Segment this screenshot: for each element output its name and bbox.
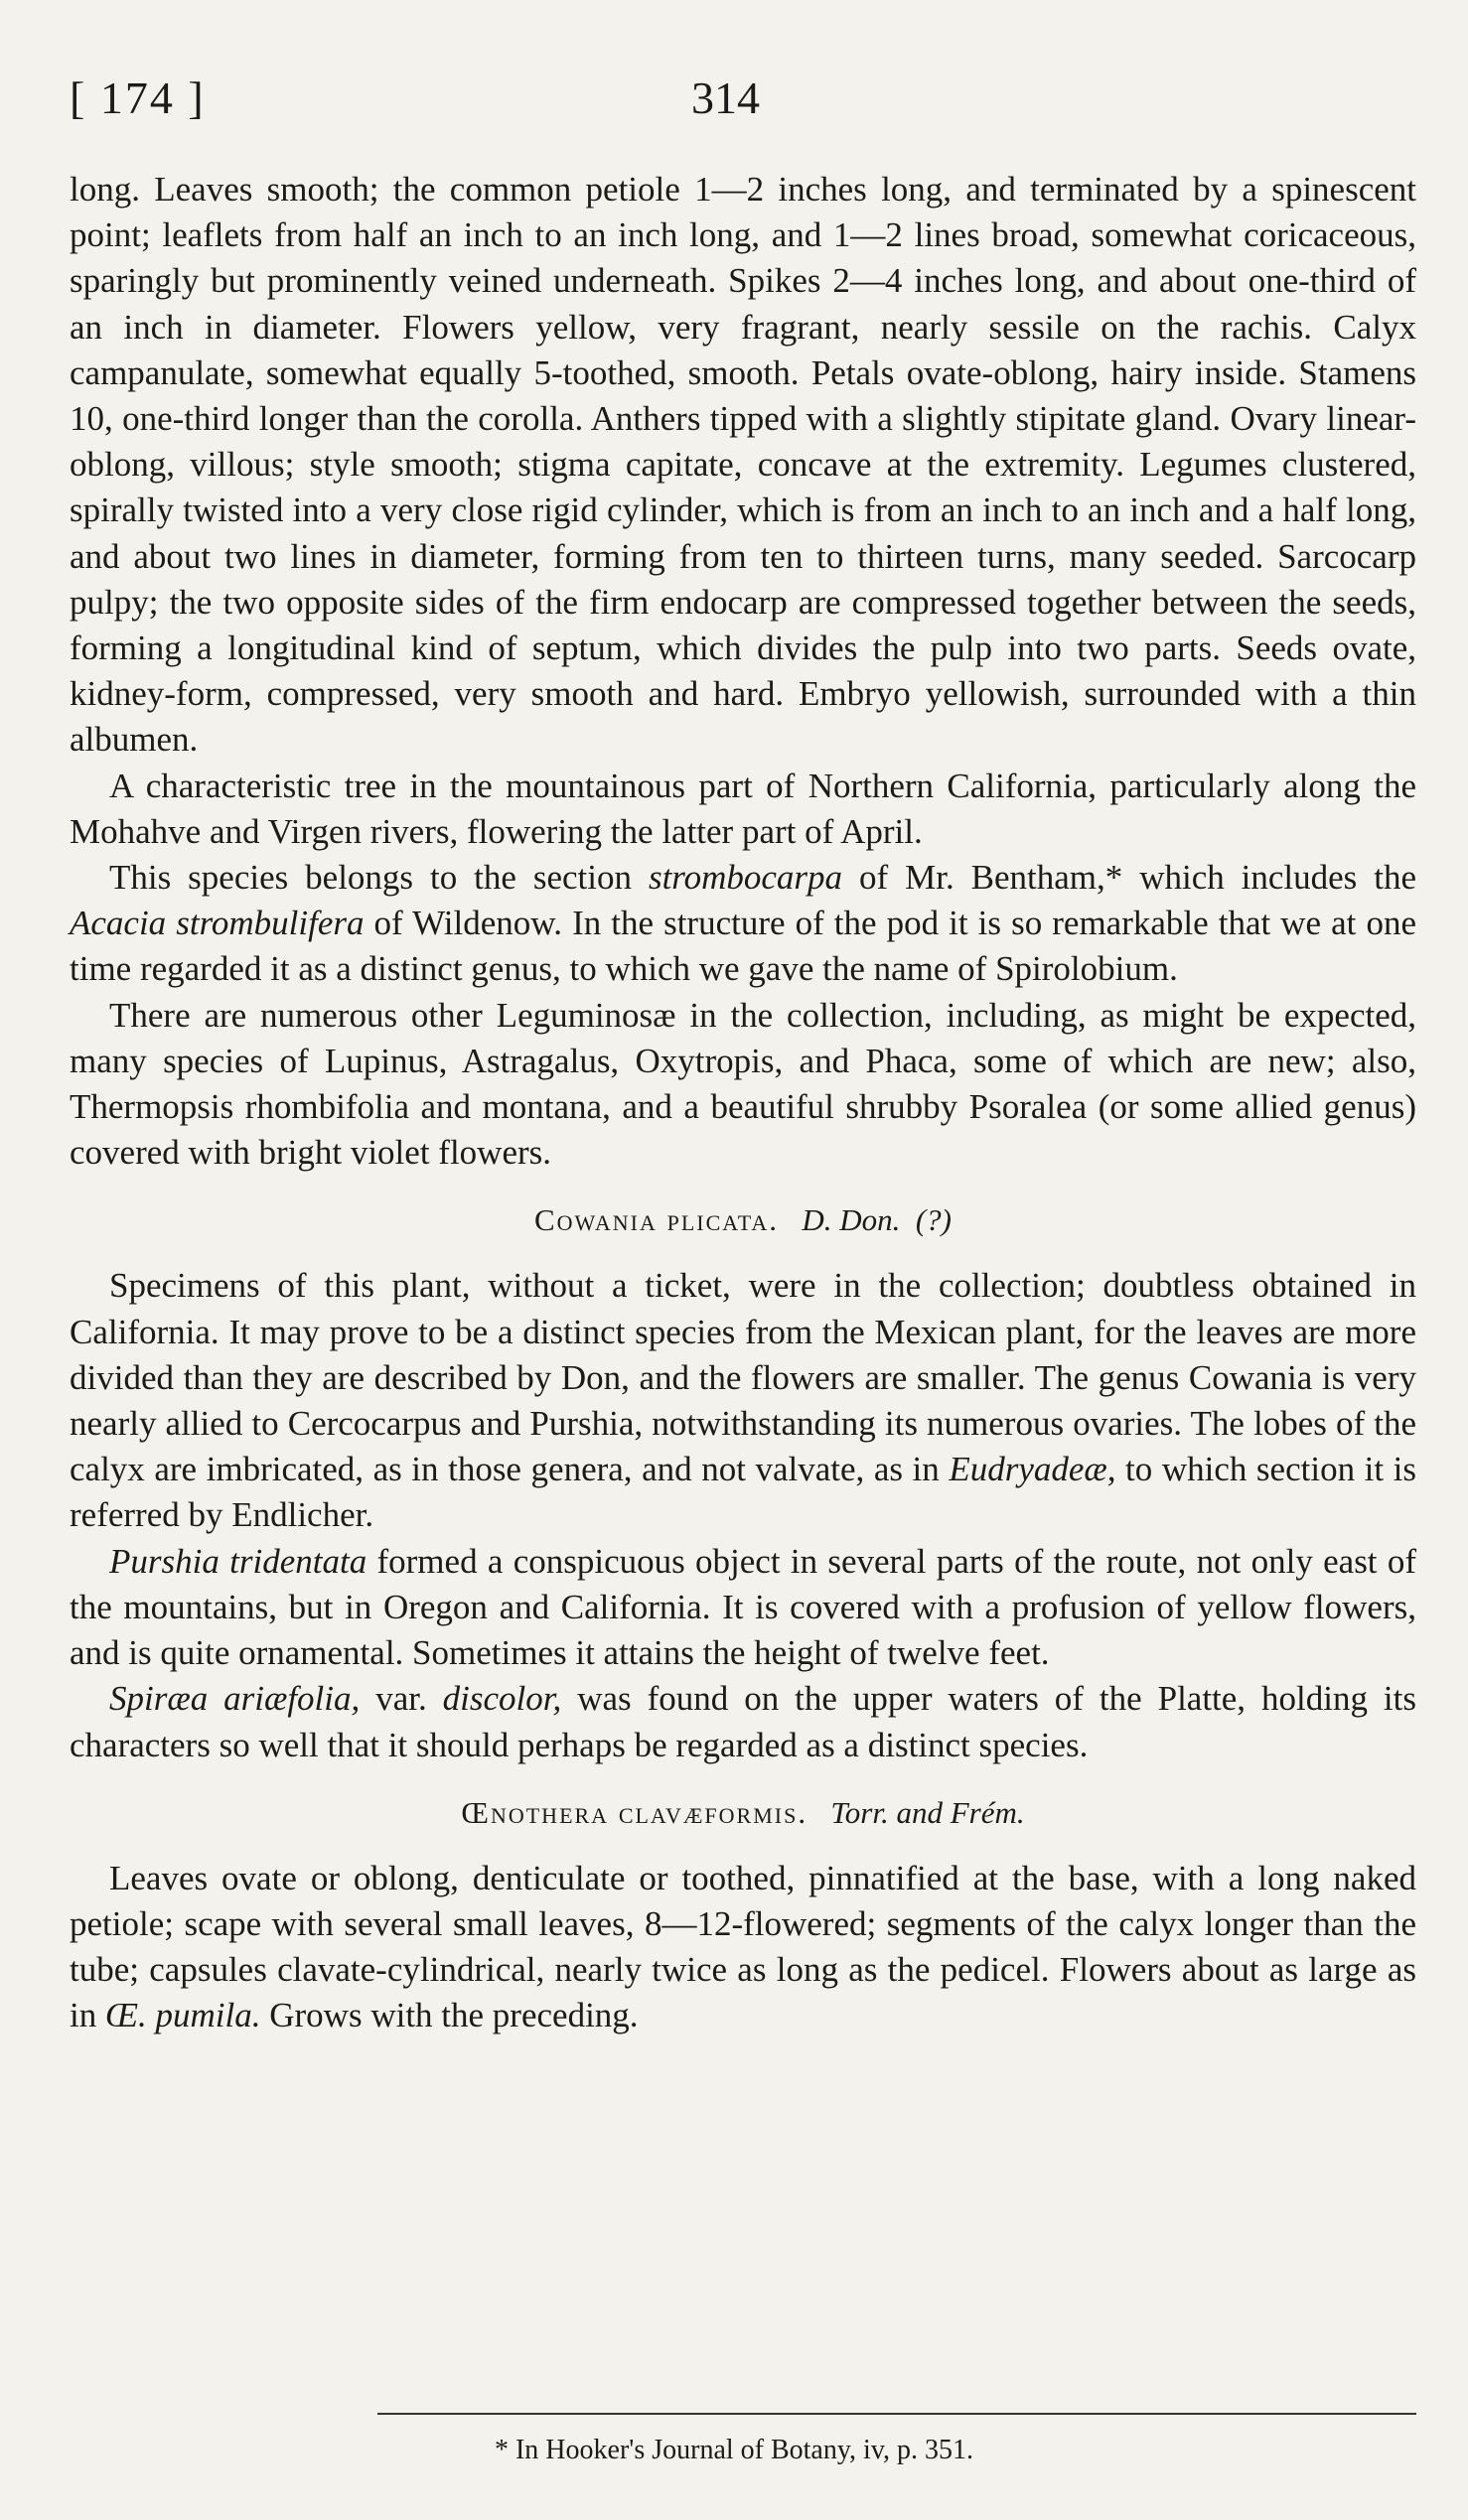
text-run: Grows with the preceding. [260,1996,639,2035]
paragraph-spiraea [70,1676,1416,1767]
taxon-name: Œ. pumila. [104,1996,261,2035]
bracket-page-number: [ 174 ] [70,72,206,123]
taxon-name: Purshia tridentata [109,1541,367,1581]
species-author: D. Don. [802,1202,901,1238]
paragraph-description: long. Leaves smooth; the common petiole 1—2 inches long, and terminated by a spinescent point; leaflets from half an inch to an inch long, and 1—2 lines broad, somewhat coricaceous, sparingly but prominently veined underneath. Spikes 2—4 inches long, and about one-third of an inch in diameter. Flowers yellow, very fragrant, nearly sessile on the rachis. Calyx campanulate, somewhat equally 5-toothed, smooth. Petals ovate-oblong, hairy inside. Stamens 10, one-third longer than the corolla. Anthers tipped with a slightly stipitate gland. Ovary linear-oblong, villous; style smooth; stigma capitate, concave at the extremity. Legumes clustered, spirally twisted into a very close rigid cylinder, which is from an inch to an inch and a half long, and about two lines in diameter, forming from ten to thirteen turns, many seeded. Sarcocarp pulpy; the two opposite sides of the firm endocarp are compressed together between the seeds, forming a longitudinal kind of septum, which divides the pulp into two parts. Seeds ovate, kidney-form, compressed, very smooth and hard. Embryo yellowish, surrounded with a thin albumen. [70,170,1416,760]
taxon-name: discolor, [442,1679,562,1719]
taxon-name: strombocarpa [648,858,843,898]
page-number: 314 [691,72,760,123]
text-run: Leaves ovate or oblong, denticulate or toothed, pinnatified at the base, with a long naked petiole; scape with several small leaves, 8—12-flowered; segments of the calyx longer than the tube; capsules clavate-cylindrical, nearly twice as long as the pedicel. Flowers about as large as in [70,1858,1416,2035]
text-run: was found on the upper waters of the Platte, holding its characters so well that it should perhaps be regarded as a distinct species. [70,1679,1416,1764]
paragraph-oenothera [70,1856,1416,2039]
text-run: Specimens of this plant, without a ticket, were in the collection; doubtless obtained in California. It may prove to be a distinct species from the Mexican plant, for the leaves are more divided than they are described by Don, and the flowers are smaller. The genus Cowania is very nearly allied to Cercocarpus and Purshia, notwithstanding its numerous ovaries. The lobes of the calyx are imbricated, as in those genera, and not valvate, as in [70,1266,1416,1489]
text-run: of Wildenow. In the structure of the pod it is so remarkable that we at one time regarded it as a distinct genus, to which we gave the name of Spirolobium. [70,904,1416,989]
species-name: Œnothera clavæformis. [461,1794,808,1830]
footnote: * In Hooker's Journal of Botany, iv, p. 351. [494,2435,973,2465]
species-heading-oenothera [70,1790,1416,1836]
species-author: Torr. and Frém. [830,1794,1025,1830]
text-run: var. [360,1679,443,1719]
species-heading-cowania [70,1197,1416,1243]
paragraph-cowania [70,1263,1416,1538]
paragraph-leguminosae: There are numerous other Leguminosæ in the collection, including, as might be expected, many species of Lupinus, Astragalus, Oxytropis, and Phaca, some of which are new; also, Thermopsis rhombifolia and montana, and a beautiful shrubby Psoralea (or some allied genus) covered with bright violet flowers. [70,995,1416,1173]
taxon-name: Eudryadeæ, [949,1450,1116,1489]
body-text [70,167,1416,2039]
species-name: Cowania plicata. [533,1202,780,1238]
species-query: (?) [915,1202,952,1238]
taxon-name: Acacia strombulifera [70,904,365,943]
taxon-name: Spiræa ariæfolia, [109,1679,361,1719]
paragraph-habitat: A characteristic tree in the mountainous part of Northern California, particularly along the Mohahve and Virgen rivers, flowering the latter part of April. [70,766,1416,851]
page-header [70,71,1410,141]
paragraph-section-note [70,855,1416,993]
text-run: formed a conspicuous object in several parts of the route, not only east of the mountains, but in Oregon and California. It is covered with a profusion of yellow flowers, and is quite ornamental. Sometimes it attains the height of twelve feet. [70,1541,1416,1673]
text-run: of Mr. Bentham,* which includes the [842,858,1417,898]
text-run: This species belongs to the section [109,858,649,898]
paragraph-purshia [70,1539,1416,1677]
footnote-rule [377,2413,1416,2415]
text-run: to which section it is referred by Endlicher. [70,1450,1416,1535]
